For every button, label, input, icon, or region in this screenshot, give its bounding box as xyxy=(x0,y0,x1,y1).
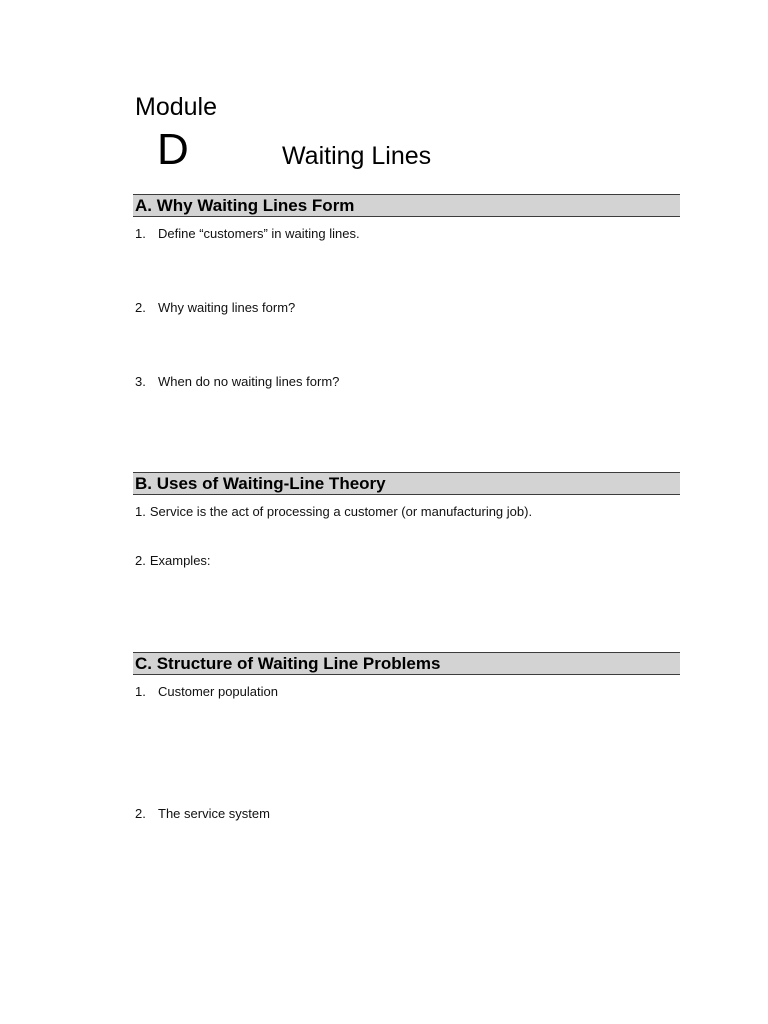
section-a-heading: A. Why Waiting Lines Form xyxy=(133,194,680,217)
item-text: Service is the act of processing a customer (or manufacturing job). xyxy=(149,504,533,519)
module-word: Module xyxy=(135,93,217,121)
list-item xyxy=(135,374,339,390)
item-text: Define “customers” in waiting lines. xyxy=(158,226,360,241)
list-item xyxy=(135,553,211,569)
item-number: 1. xyxy=(135,226,146,241)
item-text: When do no waiting lines form? xyxy=(158,374,340,389)
item-text: Examples: xyxy=(149,553,211,568)
module-letter: D xyxy=(157,125,189,174)
section-b-heading: B. Uses of Waiting-Line Theory xyxy=(133,472,680,495)
item-number: 2. xyxy=(135,300,146,315)
list-item xyxy=(135,806,270,822)
list-item xyxy=(135,684,278,700)
item-number: 1. xyxy=(135,684,146,699)
list-item xyxy=(135,504,532,520)
item-text: Why waiting lines form? xyxy=(158,300,296,315)
list-item xyxy=(135,300,295,316)
section-c-heading: C. Structure of Waiting Line Problems xyxy=(133,652,680,675)
item-text: The service system xyxy=(158,806,270,821)
item-text: Customer population xyxy=(158,684,278,699)
item-number: 2. xyxy=(135,806,146,821)
module-title: Waiting Lines xyxy=(282,142,432,170)
item-number: 3. xyxy=(135,374,146,389)
item-number: 2. xyxy=(135,553,146,568)
list-item xyxy=(135,226,360,242)
item-number: 1. xyxy=(135,504,146,519)
